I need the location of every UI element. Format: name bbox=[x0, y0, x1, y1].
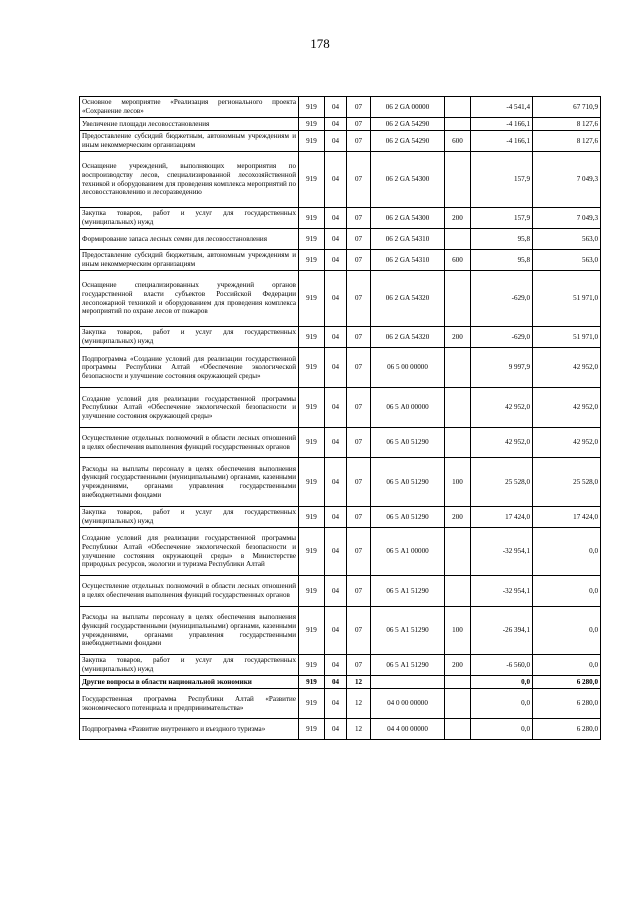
change-amount-cell: 42 952,0 bbox=[471, 428, 533, 458]
section-code-cell: 04 bbox=[325, 208, 347, 229]
change-amount-cell: -32 954,1 bbox=[471, 528, 533, 576]
target-article-cell: 06 2 GA 54300 bbox=[371, 208, 445, 229]
row-name-cell: Другие вопросы в области национальной экономики bbox=[80, 676, 299, 689]
section-code-cell: 04 bbox=[325, 507, 347, 528]
change-amount-cell: 17 424,0 bbox=[471, 507, 533, 528]
row-name-cell: Подпрограмма «Развитие внутреннего и въездного туризма» bbox=[80, 719, 299, 740]
expense-type-cell bbox=[445, 152, 471, 208]
section-code-cell: 04 bbox=[325, 607, 347, 655]
total-amount-cell: 6 280,0 bbox=[533, 676, 601, 689]
target-article-cell: 04 4 00 00000 bbox=[371, 719, 445, 740]
table-row bbox=[80, 655, 601, 676]
target-article-cell: 06 5 А1 51290 bbox=[371, 576, 445, 607]
target-article-cell: 06 5 00 00000 bbox=[371, 348, 445, 388]
total-amount-cell: 0,0 bbox=[533, 576, 601, 607]
subsection-code-cell: 07 bbox=[347, 655, 371, 676]
subsection-code-cell: 07 bbox=[347, 229, 371, 250]
budget-table-body bbox=[80, 97, 601, 740]
total-amount-cell: 25 528,0 bbox=[533, 458, 601, 507]
section-code-cell: 04 bbox=[325, 576, 347, 607]
row-name-cell: Увеличение площади лесовосстановления bbox=[80, 118, 299, 131]
total-amount-cell: 7 049,3 bbox=[533, 208, 601, 229]
subsection-code-cell: 07 bbox=[347, 97, 371, 118]
total-amount-cell: 0,0 bbox=[533, 655, 601, 676]
table-row bbox=[80, 689, 601, 719]
expense-type-cell bbox=[445, 576, 471, 607]
expense-type-cell: 600 bbox=[445, 250, 471, 271]
row-name-cell: Создание условий для реализации государственной программы Республики Алтай «Обеспечение экологической безопасности и улучшение состояния окружающей среды» bbox=[80, 388, 299, 428]
table-row bbox=[80, 348, 601, 388]
total-amount-cell: 0,0 bbox=[533, 528, 601, 576]
table-row bbox=[80, 208, 601, 229]
table-row bbox=[80, 97, 601, 118]
expense-type-cell: 200 bbox=[445, 208, 471, 229]
change-amount-cell: 9 997,9 bbox=[471, 348, 533, 388]
change-amount-cell: 25 528,0 bbox=[471, 458, 533, 507]
subsection-code-cell: 07 bbox=[347, 208, 371, 229]
total-amount-cell: 6 280,0 bbox=[533, 689, 601, 719]
target-article-cell: 06 2 GA 54300 bbox=[371, 152, 445, 208]
total-amount-cell: 563,0 bbox=[533, 250, 601, 271]
expense-type-cell: 100 bbox=[445, 458, 471, 507]
target-article-cell: 06 5 А0 51290 bbox=[371, 458, 445, 507]
subsection-code-cell: 07 bbox=[347, 458, 371, 507]
target-article-cell: 06 2 GA 54320 bbox=[371, 271, 445, 327]
change-amount-cell: 157,9 bbox=[471, 152, 533, 208]
expense-type-cell bbox=[445, 676, 471, 689]
change-amount-cell: -6 560,0 bbox=[471, 655, 533, 676]
table-row bbox=[80, 428, 601, 458]
change-amount-cell: 0,0 bbox=[471, 676, 533, 689]
section-code-cell: 04 bbox=[325, 689, 347, 719]
expense-type-cell bbox=[445, 528, 471, 576]
table-row bbox=[80, 458, 601, 507]
total-amount-cell: 8 127,6 bbox=[533, 131, 601, 152]
row-name-cell: Предоставление субсидий бюджетным, автономным учреждениям и иным некоммерческим организациям bbox=[80, 250, 299, 271]
total-amount-cell: 17 424,0 bbox=[533, 507, 601, 528]
ministry-code-cell: 919 bbox=[299, 388, 325, 428]
expense-type-cell bbox=[445, 348, 471, 388]
target-article-cell bbox=[371, 676, 445, 689]
ministry-code-cell: 919 bbox=[299, 152, 325, 208]
target-article-cell: 06 2 GA 54290 bbox=[371, 131, 445, 152]
total-amount-cell: 51 971,0 bbox=[533, 327, 601, 348]
change-amount-cell: 0,0 bbox=[471, 719, 533, 740]
ministry-code-cell: 919 bbox=[299, 607, 325, 655]
row-name-cell: Расходы на выплаты персоналу в целях обеспечения выполнения функций государственными (муниципальными) органами, казенными учреждениями, органами управления государственными внебюджетными фондами bbox=[80, 607, 299, 655]
ministry-code-cell: 919 bbox=[299, 208, 325, 229]
section-code-cell: 04 bbox=[325, 118, 347, 131]
expense-type-cell: 200 bbox=[445, 327, 471, 348]
subsection-code-cell: 12 bbox=[347, 719, 371, 740]
expense-type-cell bbox=[445, 271, 471, 327]
total-amount-cell: 42 952,0 bbox=[533, 428, 601, 458]
subsection-code-cell: 07 bbox=[347, 507, 371, 528]
row-name-cell: Государственная программа Республики Алтай «Развитие экономического потенциала и предпринимательства» bbox=[80, 689, 299, 719]
section-code-cell: 04 bbox=[325, 229, 347, 250]
change-amount-cell: -4 166,1 bbox=[471, 118, 533, 131]
subsection-code-cell: 07 bbox=[347, 118, 371, 131]
section-code-cell: 04 bbox=[325, 152, 347, 208]
change-amount-cell: -4 166,1 bbox=[471, 131, 533, 152]
expense-type-cell bbox=[445, 97, 471, 118]
section-code-cell: 04 bbox=[325, 428, 347, 458]
section-code-cell: 04 bbox=[325, 655, 347, 676]
ministry-code-cell: 919 bbox=[299, 507, 325, 528]
section-code-cell: 04 bbox=[325, 271, 347, 327]
table-row bbox=[80, 229, 601, 250]
section-code-cell: 04 bbox=[325, 97, 347, 118]
row-name-cell: Оснащение учреждений, выполняющих мероприятия по воспроизводству лесов, специализированной лесохозяйственной техникой и оборудованием для проведения комплекса мероприятий по лесовосстановлению и лесоразведению bbox=[80, 152, 299, 208]
section-code-cell: 04 bbox=[325, 131, 347, 152]
change-amount-cell: -629,0 bbox=[471, 271, 533, 327]
section-code-cell: 04 bbox=[325, 250, 347, 271]
section-code-cell: 04 bbox=[325, 348, 347, 388]
target-article-cell: 06 2 GA 54320 bbox=[371, 327, 445, 348]
table-row bbox=[80, 676, 601, 689]
table-row bbox=[80, 271, 601, 327]
subsection-code-cell: 07 bbox=[347, 152, 371, 208]
ministry-code-cell: 919 bbox=[299, 97, 325, 118]
table-row bbox=[80, 131, 601, 152]
target-article-cell: 06 5 А0 00000 bbox=[371, 388, 445, 428]
table-row bbox=[80, 250, 601, 271]
change-amount-cell: 157,9 bbox=[471, 208, 533, 229]
ministry-code-cell: 919 bbox=[299, 689, 325, 719]
expense-type-cell: 100 bbox=[445, 607, 471, 655]
total-amount-cell: 42 952,0 bbox=[533, 388, 601, 428]
target-article-cell: 04 0 00 00000 bbox=[371, 689, 445, 719]
subsection-code-cell: 07 bbox=[347, 348, 371, 388]
table-row bbox=[80, 576, 601, 607]
target-article-cell: 06 5 А0 51290 bbox=[371, 428, 445, 458]
total-amount-cell: 563,0 bbox=[533, 229, 601, 250]
total-amount-cell: 51 971,0 bbox=[533, 271, 601, 327]
ministry-code-cell: 919 bbox=[299, 271, 325, 327]
total-amount-cell: 6 280,0 bbox=[533, 719, 601, 740]
expense-type-cell bbox=[445, 428, 471, 458]
ministry-code-cell: 919 bbox=[299, 719, 325, 740]
total-amount-cell: 0,0 bbox=[533, 607, 601, 655]
change-amount-cell: -32 954,1 bbox=[471, 576, 533, 607]
ministry-code-cell: 919 bbox=[299, 118, 325, 131]
change-amount-cell: 42 952,0 bbox=[471, 388, 533, 428]
subsection-code-cell: 07 bbox=[347, 131, 371, 152]
row-name-cell: Закупка товаров, работ и услуг для государственных (муниципальных) нужд bbox=[80, 208, 299, 229]
total-amount-cell: 42 952,0 bbox=[533, 348, 601, 388]
target-article-cell: 06 2 GA 54290 bbox=[371, 118, 445, 131]
target-article-cell: 06 2 GA 00000 bbox=[371, 97, 445, 118]
expense-type-cell: 600 bbox=[445, 131, 471, 152]
change-amount-cell: -4 541,4 bbox=[471, 97, 533, 118]
ministry-code-cell: 919 bbox=[299, 131, 325, 152]
section-code-cell: 04 bbox=[325, 388, 347, 428]
table-row bbox=[80, 327, 601, 348]
subsection-code-cell: 07 bbox=[347, 327, 371, 348]
ministry-code-cell: 919 bbox=[299, 458, 325, 507]
change-amount-cell: -26 394,1 bbox=[471, 607, 533, 655]
row-name-cell: Расходы на выплаты персоналу в целях обеспечения выполнения функций государственными (муниципальными) органами, казенными учреждениями, органами управления государственными внебюджетными фондами bbox=[80, 458, 299, 507]
row-name-cell: Основное мероприятие «Реализация регионального проекта «Сохранение лесов» bbox=[80, 97, 299, 118]
expense-type-cell bbox=[445, 118, 471, 131]
subsection-code-cell: 07 bbox=[347, 271, 371, 327]
subsection-code-cell: 07 bbox=[347, 576, 371, 607]
total-amount-cell: 7 049,3 bbox=[533, 152, 601, 208]
target-article-cell: 06 5 А1 00000 bbox=[371, 528, 445, 576]
change-amount-cell: 95,8 bbox=[471, 250, 533, 271]
row-name-cell: Закупка товаров, работ и услуг для государственных (муниципальных) нужд bbox=[80, 327, 299, 348]
section-code-cell: 04 bbox=[325, 458, 347, 507]
change-amount-cell: -629,0 bbox=[471, 327, 533, 348]
table-row bbox=[80, 388, 601, 428]
change-amount-cell: 95,8 bbox=[471, 229, 533, 250]
subsection-code-cell: 12 bbox=[347, 689, 371, 719]
row-name-cell: Создание условий для реализации государственной программы Республики Алтай «Обеспечение экологической безопасности и улучшение состояния окружающей среды» в Министерстве природных ресурсов, экологии и туризма Республики Алтай bbox=[80, 528, 299, 576]
expense-type-cell: 200 bbox=[445, 655, 471, 676]
subsection-code-cell: 07 bbox=[347, 388, 371, 428]
row-name-cell: Закупка товаров, работ и услуг для государственных (муниципальных) нужд bbox=[80, 507, 299, 528]
subsection-code-cell: 07 bbox=[347, 250, 371, 271]
target-article-cell: 06 2 GA 54310 bbox=[371, 250, 445, 271]
section-code-cell: 04 bbox=[325, 327, 347, 348]
table-row bbox=[80, 528, 601, 576]
subsection-code-cell: 12 bbox=[347, 676, 371, 689]
page-number: 178 bbox=[310, 36, 330, 51]
section-code-cell: 04 bbox=[325, 676, 347, 689]
change-amount-cell: 0,0 bbox=[471, 689, 533, 719]
target-article-cell: 06 5 А0 51290 bbox=[371, 507, 445, 528]
total-amount-cell: 67 710,9 bbox=[533, 97, 601, 118]
ministry-code-cell: 919 bbox=[299, 229, 325, 250]
ministry-code-cell: 919 bbox=[299, 655, 325, 676]
row-name-cell: Формирование запаса лесных семян для лесовосстановления bbox=[80, 229, 299, 250]
subsection-code-cell: 07 bbox=[347, 528, 371, 576]
target-article-cell: 06 2 GA 54310 bbox=[371, 229, 445, 250]
subsection-code-cell: 07 bbox=[347, 428, 371, 458]
ministry-code-cell: 919 bbox=[299, 576, 325, 607]
ministry-code-cell: 919 bbox=[299, 327, 325, 348]
target-article-cell: 06 5 А1 51290 bbox=[371, 607, 445, 655]
row-name-cell: Подпрограмма «Создание условий для реализации государственной программы Республики Алтай «Обеспечение экологической безопасности и улучшение состояния окружающей среды» bbox=[80, 348, 299, 388]
row-name-cell: Закупка товаров, работ и услуг для государственных (муниципальных) нужд bbox=[80, 655, 299, 676]
row-name-cell: Осуществление отдельных полномочий в области лесных отношений в целях обеспечения выполнения функций государственных органов bbox=[80, 428, 299, 458]
table-row bbox=[80, 607, 601, 655]
target-article-cell: 06 5 А1 51290 bbox=[371, 655, 445, 676]
ministry-code-cell: 919 bbox=[299, 676, 325, 689]
ministry-code-cell: 919 bbox=[299, 428, 325, 458]
row-name-cell: Осуществление отдельных полномочий в области лесных отношений в целях обеспечения выполнения функций государственных органов bbox=[80, 576, 299, 607]
ministry-code-cell: 919 bbox=[299, 250, 325, 271]
table-row bbox=[80, 152, 601, 208]
table-row bbox=[80, 118, 601, 131]
budget-table bbox=[79, 96, 601, 740]
subsection-code-cell: 07 bbox=[347, 607, 371, 655]
table-row bbox=[80, 719, 601, 740]
expense-type-cell: 200 bbox=[445, 507, 471, 528]
expense-type-cell bbox=[445, 229, 471, 250]
total-amount-cell: 8 127,6 bbox=[533, 118, 601, 131]
expense-type-cell bbox=[445, 719, 471, 740]
ministry-code-cell: 919 bbox=[299, 528, 325, 576]
ministry-code-cell: 919 bbox=[299, 348, 325, 388]
expense-type-cell bbox=[445, 689, 471, 719]
expense-type-cell bbox=[445, 388, 471, 428]
row-name-cell: Оснащение специализированных учреждений органов государственной власти субъектов Российской Федерации лесопожарной техникой и оборудованием для проведения комплекса мероприятий по охране лесов от пожаров bbox=[80, 271, 299, 327]
section-code-cell: 04 bbox=[325, 528, 347, 576]
table-row bbox=[80, 507, 601, 528]
section-code-cell: 04 bbox=[325, 719, 347, 740]
row-name-cell: Предоставление субсидий бюджетным, автономным учреждениям и иным некоммерческим организациям bbox=[80, 131, 299, 152]
